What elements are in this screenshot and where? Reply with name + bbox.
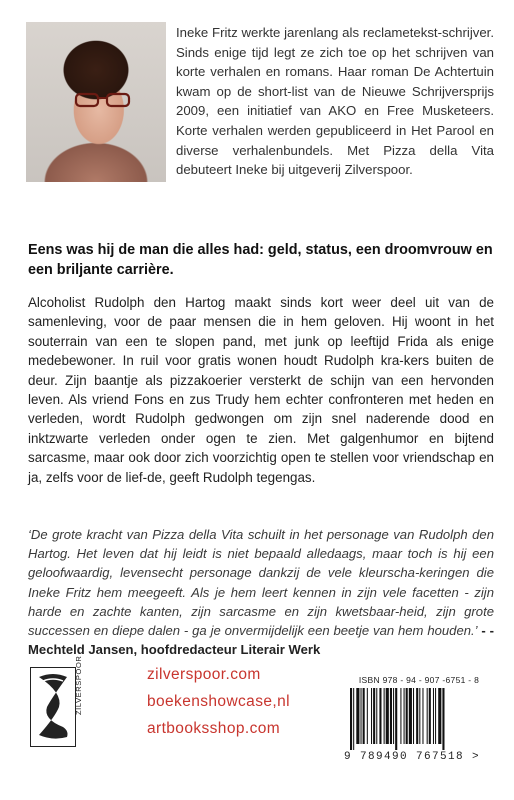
glasses-icon	[74, 92, 132, 108]
author-photo	[26, 22, 166, 182]
quote-attribution: - - Mechteld Jansen, hoofdredacteur Literair Werk	[28, 623, 494, 658]
publisher-logo	[30, 655, 92, 751]
link-boekenshowcase[interactable]: boekenshowcase,nl	[147, 693, 290, 710]
link-zilverspoor[interactable]: zilverspoor.com	[147, 666, 261, 683]
zilverspoor-z-icon	[33, 669, 73, 743]
review-quote	[28, 525, 494, 659]
barcode-icon	[344, 688, 484, 750]
author-bio: Ineke Fritz werkte jarenlang als reclametekst-schrijver. Sinds enige tijd legt ze zich toe op het schrijven van korte verhalen en romans. Haar roman De Achtertuin kwam op de short-list van de Nieuwe Schrijversprijs 2009, een initiatief van AKO en Free Musketeers. Korte verhalen werden gepubliceerd in Het Parool en diverse verhalenbundels. Met Pizza della Vita debuteert Ineke bij uitgeverij Zilverspoor.	[176, 25, 494, 178]
barcode-digits: 9 789490 767518 >	[344, 751, 481, 763]
synopsis: Alcoholist Rudolph den Hartog maakt sinds kort weer deel uit van de samenleving, voor de paar mensen die in hem geloven. Hij woont in het souterrain van een te slopen pand, met junk op leeftijd Frida als enige medebewoner. In ruil voor gratis wonen houdt Rudolph kra-kers buiten de deur. Zijn baantje als pizzakoerier versterkt de schijn van een hervonden leven. Als vriend Fons en zus Trudy hem echter confronteren met heden en verleden, wordt Rudolph gedwongen om zijn snel naderende dood en inktzwarte verleden onder ogen te zien. Met galgenhumor en bijtend sarcasme, maar ook door zich voorzichtig open te stellen voor vriendschap en ja, zelfs voor de lief-de, geeft Rudolph tegengas.	[28, 295, 494, 485]
headline: Eens was hij de man die alles had: geld, status, een droomvrouw en een briljante carrière.	[28, 242, 493, 278]
website-links	[147, 661, 327, 742]
link-artbooksshop[interactable]: artbooksshop.com	[147, 720, 281, 737]
isbn-label: ISBN 978 - 94 - 907 -6751 - 8	[358, 675, 480, 685]
publisher-name-vertical: ZILVERSPOOR	[74, 655, 83, 715]
barcode-area	[344, 675, 494, 765]
quote-text: ‘De grote kracht van Pizza della Vita schuilt in het personage van Rudolph den Hartog. Het leven dat hij leidt is niet bepaald alledaags, maar toch is hij een geloofwaardig, levensecht personage dankzij de vele kleurscha-keringen die Ineke Fritz hem meegeeft. Als je hem leert kennen in zijn vele facetten - zijn harde en zachte kanten, zijn sarcasme en zijn kwetsbaar-heid, zijn grote successen en diepe dalen - ga je onvermijdelijk een beetje van hem houden.’	[28, 527, 494, 639]
